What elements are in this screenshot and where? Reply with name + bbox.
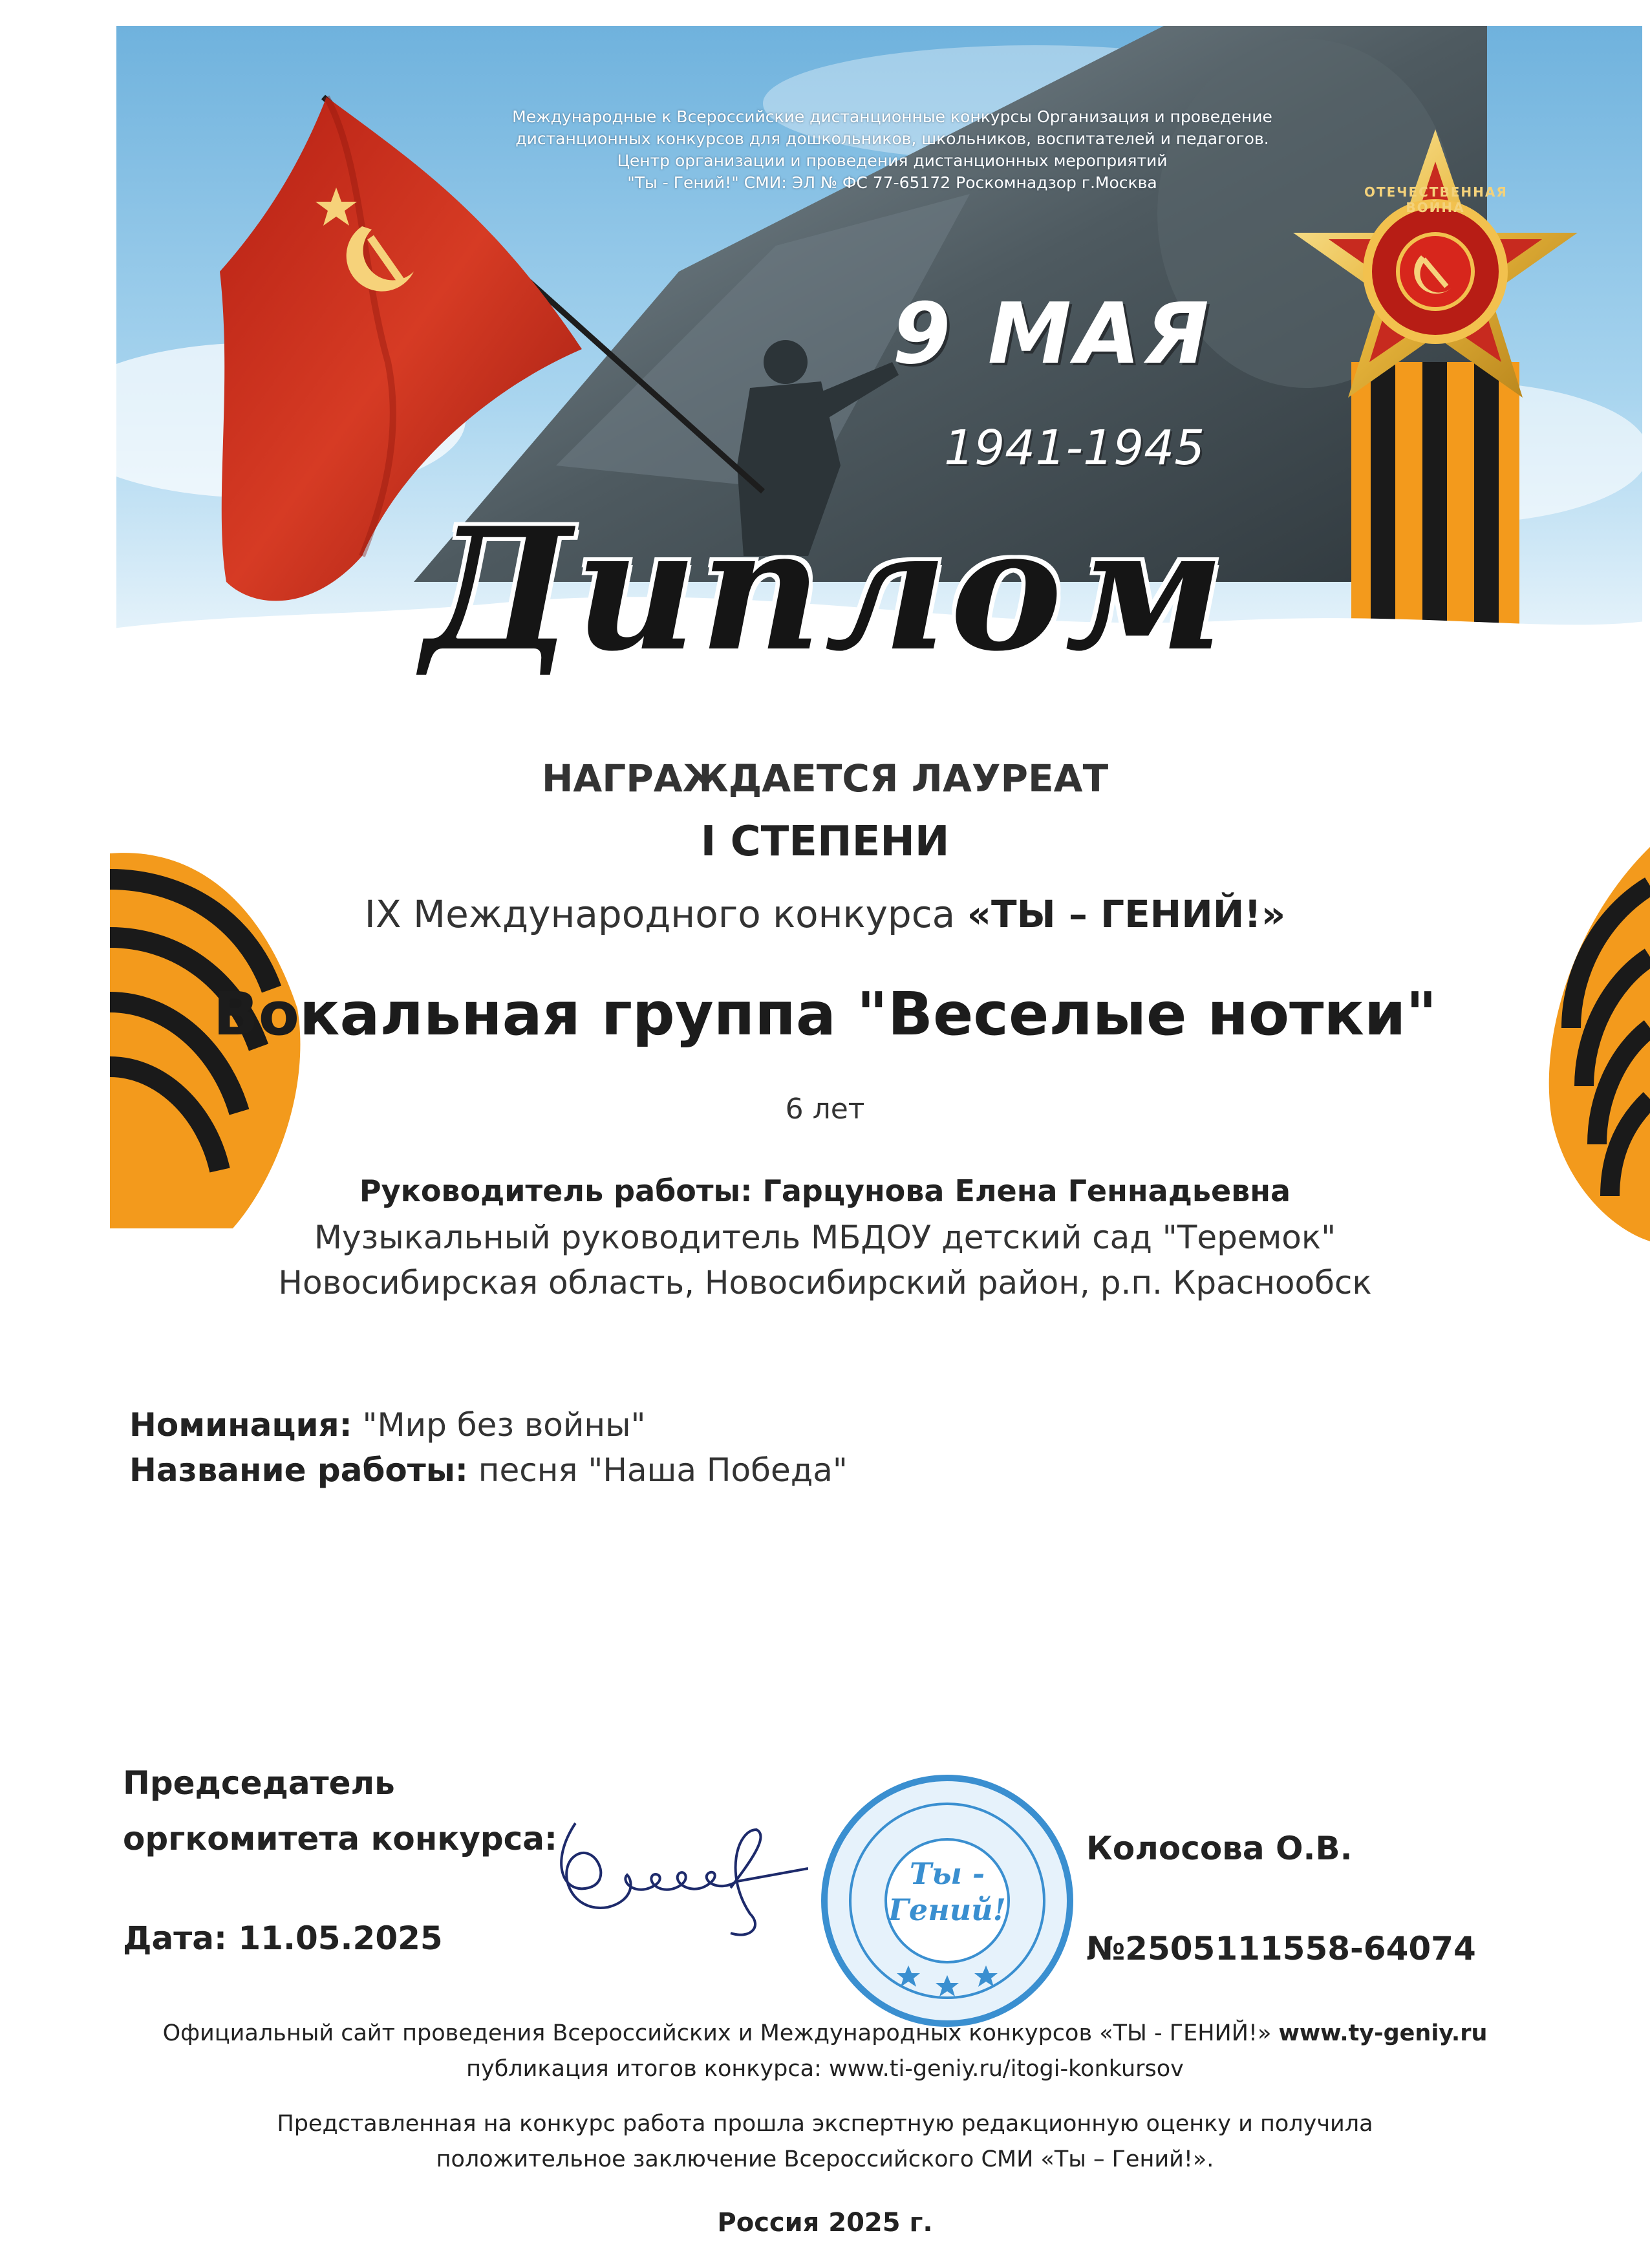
footer-country-year: Россия 2025 г. bbox=[717, 2208, 933, 2238]
work-leader: Руководитель работы: Гарцунова Елена Геннадьевна bbox=[359, 1173, 1291, 1208]
order-ribbon-text: ОТЕЧЕСТВЕННАЯ ВОЙНА bbox=[1364, 184, 1508, 215]
leader-position: Музыкальный руководитель МБДОУ детский сад "Теремок" bbox=[314, 1219, 1336, 1256]
chairman-line-2: оргкомитета конкурса: bbox=[123, 1820, 557, 1857]
footer-review-line-1: Представленная на конкурс работа прошла экспертную редакционную оценку и получила bbox=[277, 2111, 1373, 2137]
contest-name: «ТЫ – ГЕНИЙ!» bbox=[967, 892, 1286, 936]
contest-line bbox=[0, 892, 1650, 936]
nomination-label: Номинация: bbox=[129, 1406, 352, 1444]
diploma-title: Диплом bbox=[422, 491, 1228, 689]
footer-site-line bbox=[0, 2020, 1650, 2046]
victory-day-date: 9 МАЯ bbox=[892, 284, 1213, 383]
chairman-name: Колосова О.В. bbox=[1086, 1830, 1353, 1867]
winner-name: Вокальная группа "Веселые нотки" bbox=[213, 979, 1437, 1049]
chairman-title bbox=[123, 1755, 557, 1867]
award-degree: I СТЕПЕНИ bbox=[700, 818, 950, 866]
organizer-line-2: дистанционных конкурсов для дошкольников, школьников, воспитателей и педагогов. bbox=[515, 129, 1269, 148]
work-title-label: Название работы: bbox=[129, 1451, 468, 1489]
footer-site-url[interactable]: www.ty-geniy.ru bbox=[1278, 2020, 1488, 2046]
stamp-center-text bbox=[883, 1856, 1012, 1928]
footer-results-line: публикация итогов конкурса: www.ti-geniy.ru/itogi-konkursov bbox=[466, 2056, 1184, 2082]
award-heading: НАГРАЖДАЕТСЯ ЛАУРЕАТ bbox=[541, 756, 1109, 800]
work-title-line bbox=[129, 1451, 848, 1489]
war-years: 1941-1945 bbox=[944, 420, 1205, 476]
handwritten-signature bbox=[537, 1784, 808, 1952]
nomination-value: "Мир без войны" bbox=[352, 1406, 646, 1444]
footer-review-line-2: положительное заключение Всероссийского СМИ «Ты – Гений!». bbox=[436, 2146, 1214, 2172]
nomination-line bbox=[129, 1406, 646, 1444]
work-title-value: песня "Наша Победа" bbox=[467, 1451, 848, 1489]
leader-location: Новосибирская область, Новосибирский район, р.п. Краснообск bbox=[278, 1264, 1372, 1301]
organizer-line-1: Международные к Всероссийские дистанционные конкурсы Организация и проведение bbox=[512, 107, 1272, 126]
diploma-number: №2505111558-64074 bbox=[1086, 1930, 1476, 1967]
participant-age: 6 лет bbox=[785, 1093, 865, 1126]
organizer-line-3: Центр организации и проведения дистанционных мероприятий bbox=[617, 151, 1168, 170]
stamp-text-1: Ты - bbox=[909, 1856, 985, 1891]
footer-site-text: Официальный сайт проведения Всероссийских и Международных конкурсов «ТЫ - ГЕНИЙ!» bbox=[162, 2020, 1279, 2046]
stamp-text-2: Гений! bbox=[888, 1892, 1006, 1927]
issue-date: Дата: 11.05.2025 bbox=[123, 1920, 443, 1957]
contest-prefix: IX Международного конкурса bbox=[364, 892, 967, 936]
organizer-line-4: "Ты - Гений!" СМИ: ЭЛ № ФС 77-65172 Роскомнадзор г.Москва bbox=[627, 173, 1157, 192]
chairman-line-1: Председатель bbox=[123, 1764, 395, 1802]
